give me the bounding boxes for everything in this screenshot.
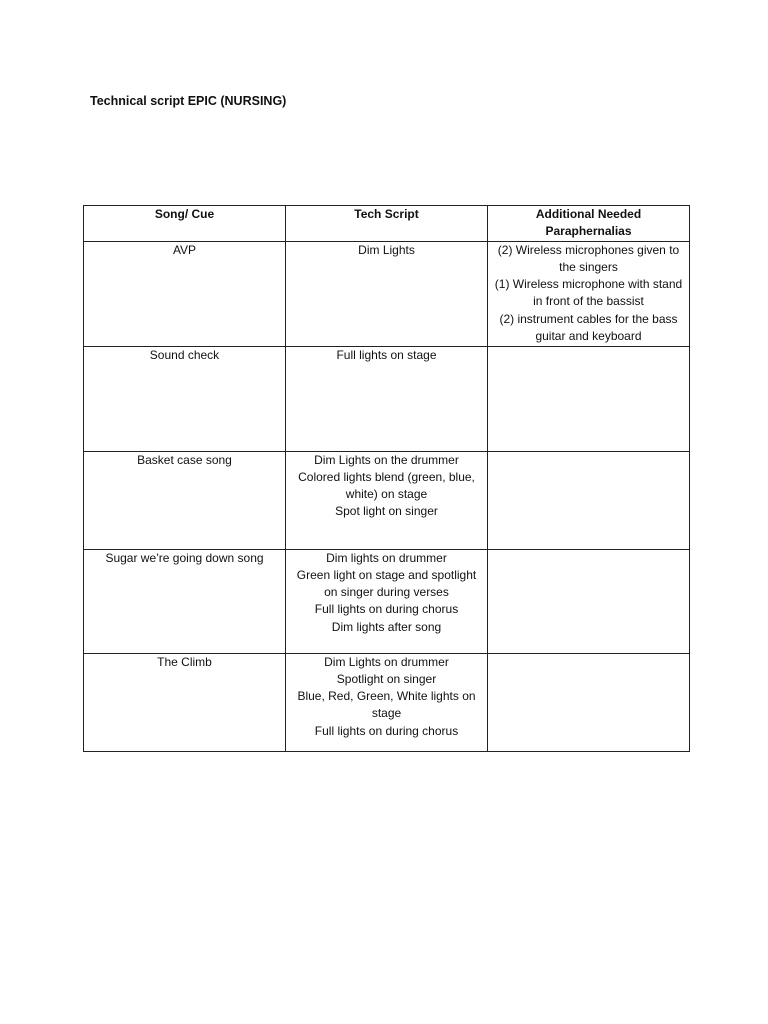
tech-script-line: Dim Lights on the drummer bbox=[314, 452, 459, 467]
tech-script-line: Dim lights after song bbox=[331, 619, 442, 634]
paraphernalia-cell bbox=[488, 549, 690, 653]
tech-script-line: Spot light on singer bbox=[335, 504, 438, 519]
tech-script-line: Full lights on stage bbox=[336, 347, 437, 362]
header-song-cue-label: Song/ Cue bbox=[154, 207, 215, 221]
table-header-row bbox=[84, 206, 690, 242]
table-row bbox=[84, 653, 690, 751]
paraphernalia-cell bbox=[488, 451, 690, 549]
tech-script-line: Dim lights on drummer bbox=[326, 550, 447, 565]
cue-text: Sugar we’re going down song bbox=[105, 550, 264, 565]
table-row bbox=[84, 346, 690, 451]
tech-script-line: Spotlight on singer bbox=[336, 671, 437, 686]
tech-script-line: Dim Lights bbox=[358, 242, 415, 257]
tech-script-table bbox=[83, 205, 690, 752]
header-tech-script-label: Tech Script bbox=[354, 207, 419, 221]
tech-script-line: Green light on stage and spotlight on singer during verses bbox=[296, 567, 477, 600]
header-paraphernalia-label-line2: Paraphernalias bbox=[545, 224, 632, 239]
tech-script-line: Dim Lights on drummer bbox=[324, 654, 449, 669]
table-row bbox=[84, 241, 690, 346]
paraphernalia-cell bbox=[488, 653, 690, 751]
cue-text: The Climb bbox=[157, 654, 212, 669]
cue-cell bbox=[84, 451, 286, 549]
cue-text: Basket case song bbox=[137, 452, 232, 467]
tech-script-line: Full lights on during chorus bbox=[314, 723, 459, 738]
tech-script-line: Colored lights blend (green, blue, white) on stage bbox=[298, 469, 475, 502]
tech-script-line: Blue, Red, Green, White lights on stage bbox=[297, 689, 476, 721]
cue-cell bbox=[84, 241, 286, 346]
header-paraphernalia-label-line1: Additional Needed bbox=[535, 207, 642, 221]
header-song-cue bbox=[84, 206, 286, 242]
tech-script-cell bbox=[286, 549, 488, 653]
header-paraphernalia bbox=[488, 206, 690, 242]
paraphernalia-line: (2) Wireless microphones given to the singers bbox=[497, 242, 680, 274]
header-tech-script bbox=[286, 206, 488, 242]
cue-cell bbox=[84, 653, 286, 751]
document-title: Technical script EPIC (NURSING) bbox=[90, 94, 287, 108]
paraphernalia-cell bbox=[488, 346, 690, 451]
table-row bbox=[84, 549, 690, 653]
paraphernalia-line: (2) instrument cables for the bass guitar and keyboard bbox=[499, 311, 678, 344]
tech-script-cell bbox=[286, 241, 488, 346]
tech-script-cell bbox=[286, 653, 488, 751]
cue-text: Sound check bbox=[149, 347, 220, 362]
tech-script-cell bbox=[286, 346, 488, 451]
tech-script-line: Full lights on during chorus bbox=[314, 602, 459, 617]
tech-script-cell bbox=[286, 451, 488, 549]
table-row bbox=[84, 451, 690, 549]
cue-text: AVP bbox=[172, 242, 197, 257]
cue-cell bbox=[84, 549, 286, 653]
paraphernalia-cell bbox=[488, 241, 690, 346]
cue-cell bbox=[84, 346, 286, 451]
paraphernalia-line: (1) Wireless microphone with stand in front of the bassist bbox=[494, 277, 683, 309]
